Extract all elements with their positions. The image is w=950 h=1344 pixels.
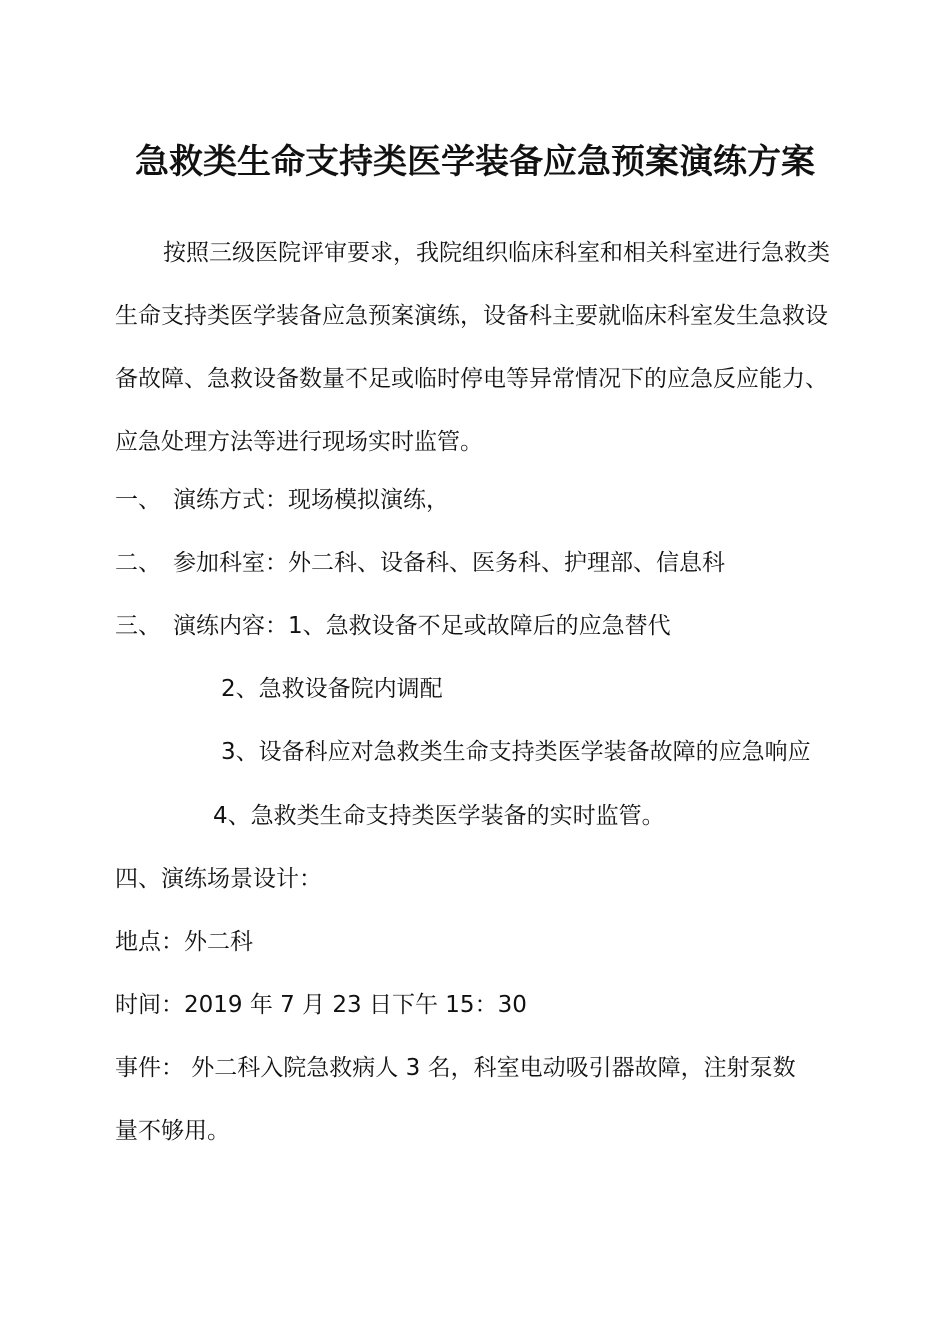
section-1-text: 演练方式：现场模拟演练， [173, 487, 449, 513]
document-title: 急救类生命支持类医学装备应急预案演练方案 [135, 142, 815, 182]
content-item-3: 3、设备科应对急救类生命支持类医学装备故障的应急响应 [221, 739, 811, 765]
section-3-number: 三、 [115, 613, 161, 639]
scene-time: 时间：2019 年 7 月 23 日下午 15：30 [115, 992, 527, 1018]
scene-event-line-2: 量不够用。 [115, 1118, 230, 1144]
scene-location: 地点：外二科 [115, 929, 253, 955]
content-item-4: 4、急救类生命支持类医学装备的实时监管。 [213, 803, 665, 829]
intro-paragraph: 按照三级医院评审要求，我院组织临床科室和相关科室进行急救类生命支持类医学装备应急预案演练，设备科主要就临床科室发生急救设备故障、急救设备数量不足或临时停电等异常情况下的应急反应能力、应急处理方法等进行现场实时监管。 [115, 240, 830, 455]
scene-event-line-1: 事件： 外二科入院急救病人 3 名，科室电动吸引器故障，注射泵数 [115, 1055, 796, 1081]
section-2-number: 二、 [115, 550, 161, 576]
scene-heading: 四、演练场景设计： [115, 866, 322, 892]
content-item-2: 2、急救设备院内调配 [221, 676, 443, 702]
section-1-number: 一、 [115, 487, 161, 513]
section-3-text: 演练内容：1、急救设备不足或故障后的应急替代 [173, 613, 671, 639]
section-2-text: 参加科室：外二科、设备科、医务科、护理部、信息科 [173, 550, 725, 576]
section-3 [115, 606, 671, 646]
section-2 [115, 543, 725, 583]
section-1 [115, 480, 449, 520]
